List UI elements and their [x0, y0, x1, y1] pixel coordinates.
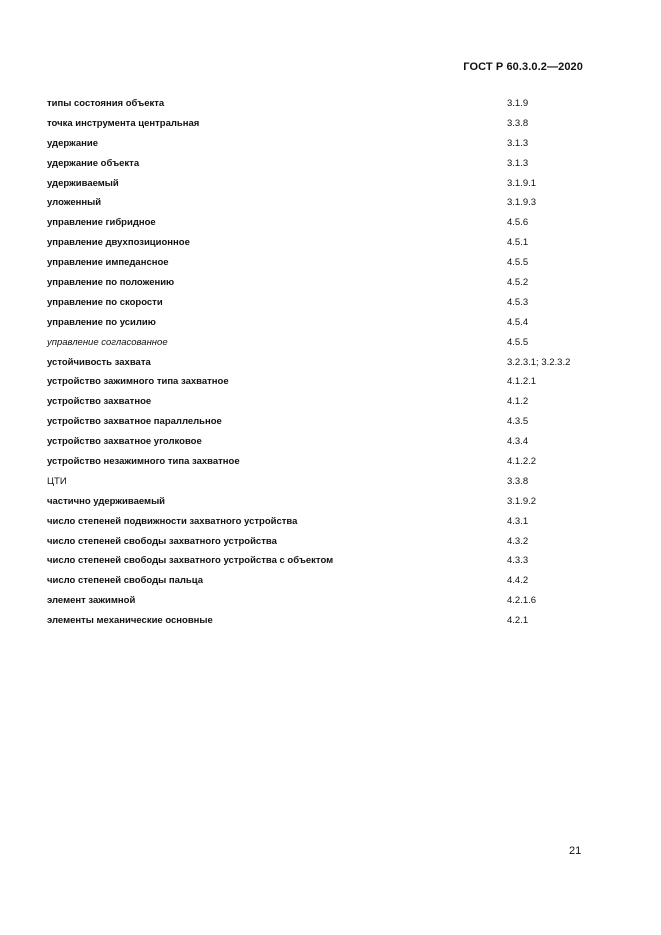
index-entry: [47, 615, 587, 635]
index-term: элемент зажимной: [47, 595, 136, 607]
index-reference: 3.2.3.1; 3.2.3.2: [507, 356, 571, 368]
index-term: управление гибридное: [47, 217, 156, 229]
index-term: число степеней свободы пальца: [47, 575, 203, 587]
index-entry: [47, 357, 587, 377]
index-reference: 4.1.2.2: [507, 456, 537, 468]
index-entry: [47, 98, 587, 118]
index-entry: [47, 436, 587, 456]
index-term: устройство захватное параллельное: [47, 416, 222, 428]
index-entry: [47, 257, 587, 277]
index-entry: [47, 118, 587, 138]
index-term: устройство захватное: [47, 396, 152, 408]
index-entry: [47, 217, 587, 237]
index-entry: [47, 158, 587, 178]
index-term: управление по скорости: [47, 296, 163, 308]
index-term: уложенный: [47, 197, 102, 209]
index-entry: [47, 456, 587, 476]
index-entry: [47, 178, 587, 198]
index-entry: [47, 595, 587, 615]
index-reference: 3.1.9.1: [507, 177, 537, 189]
index-reference: 4.1.2: [507, 396, 529, 408]
index-term: устройство незажимного типа захватное: [47, 456, 240, 468]
index-reference: 4.5.5: [507, 257, 529, 269]
index-term: удержание: [47, 137, 99, 149]
index-reference: 3.1.9.2: [507, 495, 537, 507]
index-entry: [47, 476, 587, 496]
index-term: частично удерживаемый: [47, 495, 166, 507]
index-entry: [47, 297, 587, 317]
index-term: число степеней подвижности захватного устройства: [47, 515, 298, 527]
index-reference: 3.3.8: [507, 117, 529, 129]
index-term: ЦТИ: [47, 475, 67, 487]
index-reference: 4.5.3: [507, 296, 529, 308]
index-term: удержание объекта: [47, 157, 140, 169]
index-term: управление импедансное: [47, 257, 169, 269]
index-reference: 4.4.2: [507, 575, 529, 587]
index-term: устройство захватное уголковое: [47, 436, 202, 448]
index-reference: 3.1.3: [507, 137, 529, 149]
index-term: управление по усилию: [47, 316, 156, 328]
standard-code: ГОСТ Р 60.3.0.2—2020: [463, 61, 583, 73]
index-reference: 4.5.2: [507, 277, 529, 289]
index-term: элементы механические основные: [47, 615, 213, 627]
index-entry: [47, 237, 587, 257]
index-reference: 4.3.5: [507, 416, 529, 428]
index-term: удерживаемый: [47, 177, 119, 189]
index-reference: 4.2.1.6: [507, 595, 537, 607]
index-reference: 4.1.2.1: [507, 376, 537, 388]
index-entry: [47, 197, 587, 217]
index-reference: 4.3.1: [507, 515, 529, 527]
index-reference: 4.3.3: [507, 555, 529, 567]
index-reference: 3.3.8: [507, 475, 529, 487]
index-reference: 3.1.9: [507, 98, 529, 109]
index-term: число степеней свободы захватного устройства с объектом: [47, 555, 334, 567]
index-term: устройство зажимного типа захватное: [47, 376, 229, 388]
index-reference: 4.2.1: [507, 615, 529, 627]
index-entry: [47, 536, 587, 556]
index-entry: [47, 277, 587, 297]
index-term: число степеней свободы захватного устройства: [47, 535, 277, 547]
index-entry: [47, 416, 587, 436]
index-term: устойчивость захвата: [47, 356, 151, 368]
index-reference: 4.3.4: [507, 436, 529, 448]
index-reference: 3.1.9.3: [507, 197, 537, 209]
index-entry: [47, 376, 587, 396]
index-entry: [47, 337, 587, 357]
index-entry: [47, 138, 587, 158]
index-entry: [47, 396, 587, 416]
page-number: 21: [569, 845, 582, 857]
index-entry: [47, 516, 587, 536]
index-reference: 3.1.3: [507, 157, 529, 169]
index-term: управление по положению: [47, 277, 175, 289]
index-term: управление согласованное: [47, 336, 168, 348]
index-term: управление двухпозиционное: [47, 237, 190, 249]
index-reference: 4.5.5: [507, 336, 529, 348]
alphabetical-index: [47, 98, 587, 635]
index-entry: [47, 575, 587, 595]
index-entry: [47, 555, 587, 575]
index-term: типы состояния объекта: [47, 98, 165, 109]
index-reference: 4.5.4: [507, 316, 529, 328]
index-reference: 4.5.6: [507, 217, 529, 229]
index-reference: 4.3.2: [507, 535, 529, 547]
index-term: точка инструмента центральная: [47, 117, 200, 129]
index-reference: 4.5.1: [507, 237, 529, 249]
index-entry: [47, 496, 587, 516]
index-entry: [47, 317, 587, 337]
